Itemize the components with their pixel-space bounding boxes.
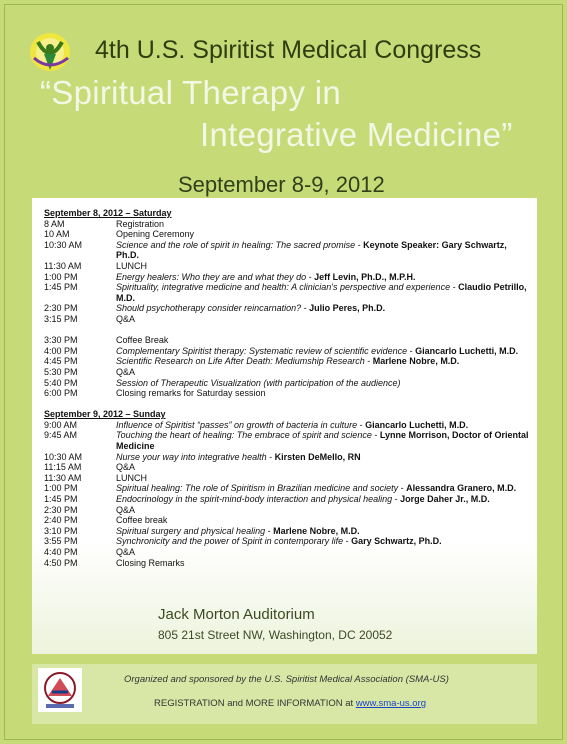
session-detail: Closing remarks for Saturday session bbox=[116, 388, 266, 399]
session-title: Scientific Research on Life After Death: Mediumship Research bbox=[116, 356, 365, 367]
session-title: Spirituality, integrative medicine and health: A clinician's perspective and experience bbox=[116, 282, 451, 293]
theme-title-line2: Integrative Medicine” bbox=[200, 116, 513, 153]
session-time: 11:30 AM bbox=[44, 260, 82, 271]
session-time: 4:40 PM bbox=[44, 547, 78, 557]
schedule-row bbox=[44, 505, 532, 516]
schedule-row bbox=[44, 272, 532, 283]
session-time: 6:00 PM bbox=[44, 388, 78, 399]
schedule-row bbox=[44, 526, 532, 537]
schedule-row bbox=[44, 378, 532, 389]
session-time: 5:40 PM bbox=[44, 377, 78, 388]
session-detail: Coffee break bbox=[116, 515, 168, 526]
session-detail: Energy healers: Who they are and what they do - Jeff Levin, Ph.D., M.P.H. bbox=[116, 271, 416, 282]
day2-list bbox=[44, 420, 532, 568]
session-title: Nurse your way into integrative health bbox=[116, 451, 267, 462]
session-detail: Q&A bbox=[116, 313, 136, 324]
session-title: Spiritual surgery and physical healing bbox=[116, 525, 266, 536]
session-time: 4:00 PM bbox=[44, 345, 78, 356]
session-detail: Scientific Research on Life After Death: Mediumship Research - Marlene Nobre, M.D. bbox=[116, 356, 460, 367]
session-detail: Registration bbox=[116, 218, 165, 229]
session-title: Energy healers: Who they are and what they do bbox=[116, 271, 307, 282]
session-time: 1:00 PM bbox=[44, 483, 78, 494]
session-time: 3:15 PM bbox=[44, 313, 78, 324]
session-title: Spiritual healing: The role of Spiritism in Brazilian medicine and society bbox=[116, 483, 399, 494]
sponsor-text: Organized and sponsored by the U.S. Spiritist Medical Association (SMA-US) bbox=[124, 674, 449, 685]
schedule-panel bbox=[32, 198, 537, 654]
schedule-row bbox=[44, 473, 532, 484]
session-speaker: Alessandra Granero, M.D. bbox=[406, 483, 517, 494]
schedule-row bbox=[44, 558, 532, 569]
session-speaker: Lynne Morrison, Doctor of Oriental Medicine bbox=[116, 430, 529, 452]
session-time: 10 AM bbox=[44, 229, 70, 240]
session-detail: Spiritual healing: The role of Spiritism in Brazilian medicine and society - Alessandra Granero, M.D. bbox=[116, 483, 517, 494]
session-time: 10:30 AM bbox=[44, 239, 83, 250]
session-detail: Should psychotherapy consider reincarnation? - Julio Peres, Ph.D. bbox=[116, 303, 386, 314]
session-time: 3:55 PM bbox=[44, 536, 78, 547]
session-detail: Complementary Spiritist therapy: Systematic review of scientific evidence - Giancarlo Luchetti, M.D. bbox=[116, 345, 519, 356]
session-detail: LUNCH bbox=[116, 472, 148, 483]
session-speaker: Jorge Daher Jr., M.D. bbox=[400, 494, 490, 505]
schedule-row bbox=[44, 388, 532, 399]
schedule-row bbox=[44, 452, 532, 463]
session-detail: Influence of Spiritist “passes” on growth of bacteria in culture - Giancarlo Luchetti, M.D. bbox=[116, 419, 469, 430]
session-detail: Endocrinology in the spirit-mind-body interaction and physical healing - Jorge Daher Jr., M.D. bbox=[116, 494, 490, 505]
day2-heading: September 9, 2012 – Sunday bbox=[44, 409, 166, 420]
schedule-row bbox=[44, 494, 532, 505]
session-time: 9:45 AM bbox=[44, 430, 78, 441]
registration-label: REGISTRATION and MORE INFORMATION at bbox=[154, 698, 356, 709]
session-speaker: Marlene Nobre, M.D. bbox=[273, 525, 360, 536]
session-speaker: Gary Schwartz, Ph.D. bbox=[351, 536, 442, 547]
venue-name: Jack Morton Auditorium bbox=[158, 606, 315, 623]
session-time: 1:45 PM bbox=[44, 494, 78, 505]
session-detail bbox=[116, 378, 532, 389]
session-speaker: Jeff Levin, Ph.D., M.P.H. bbox=[314, 271, 416, 282]
schedule-row bbox=[44, 515, 532, 526]
schedule-row bbox=[44, 314, 532, 325]
session-detail: Q&A bbox=[116, 504, 136, 515]
schedule bbox=[44, 208, 532, 568]
session-title: Touching the heart of healing: The embrace of spirit and science bbox=[116, 430, 372, 441]
session-time: 2:40 PM bbox=[44, 515, 78, 526]
session-speaker: Julio Peres, Ph.D. bbox=[309, 303, 386, 314]
session-speaker: Marlene Nobre, M.D. bbox=[372, 356, 460, 367]
session-detail: Science and the role of spirit in healing: The sacred promise - Keynote Speaker: Gary Schwartz, Ph.D. bbox=[116, 239, 507, 261]
session-time: 8 AM bbox=[44, 218, 65, 229]
schedule-row bbox=[44, 462, 532, 473]
session-time: 3:10 PM bbox=[44, 525, 78, 536]
session-speaker: Kirsten DeMello, RN bbox=[274, 451, 361, 462]
session-time: 2:30 PM bbox=[44, 504, 78, 515]
session-detail: Spiritual surgery and physical healing - Marlene Nobre, M.D. bbox=[116, 525, 360, 536]
schedule-row bbox=[44, 356, 532, 367]
schedule-row bbox=[44, 282, 532, 303]
session-time: 4:45 PM bbox=[44, 356, 78, 367]
schedule-row bbox=[44, 536, 532, 547]
session-time: 2:30 PM bbox=[44, 303, 78, 314]
schedule-row bbox=[44, 229, 532, 240]
session-detail: Q&A bbox=[116, 462, 136, 473]
sponsor-footer bbox=[32, 664, 537, 724]
session-detail: Spirituality, integrative medicine and health: A clinician's perspective and experience - Claudio Petrillo, M.D. bbox=[116, 282, 527, 303]
session-title: Influence of Spiritist “passes” on growth of bacteria in culture bbox=[116, 419, 358, 430]
session-time: 1:00 PM bbox=[44, 271, 78, 282]
session-detail: Closing Remarks bbox=[116, 557, 185, 568]
sma-logo-icon bbox=[28, 28, 82, 74]
session-title: Endocrinology in the spirit-mind-body interaction and physical healing bbox=[116, 494, 393, 505]
congress-title: 4th U.S. Spiritist Medical Congress bbox=[95, 36, 482, 64]
session-time: 10:30 AM bbox=[44, 451, 83, 462]
schedule-row bbox=[44, 303, 532, 314]
session-detail: Opening Ceremony bbox=[116, 229, 195, 240]
session-time: 5:30 PM bbox=[44, 366, 78, 377]
session-detail: Touching the heart of healing: The embrace of spirit and science - Lynne Morrison, Doctor of Oriental Medicine bbox=[116, 430, 529, 452]
theme-title-line1: “Spiritual Therapy in bbox=[40, 74, 341, 111]
schedule-row bbox=[44, 367, 532, 378]
session-detail: Q&A bbox=[116, 366, 136, 377]
schedule-row bbox=[44, 547, 532, 558]
session-title: Should psychotherapy consider reincarnation? bbox=[116, 303, 302, 314]
schedule-row bbox=[44, 240, 532, 261]
session-title: Science and the role of spirit in healing: The sacred promise bbox=[116, 239, 356, 250]
session-speaker: Claudio Petrillo, M.D. bbox=[116, 282, 527, 303]
session-time: 9:00 AM bbox=[44, 419, 78, 430]
schedule-row bbox=[44, 335, 532, 346]
website-link[interactable]: www.sma-us.org bbox=[355, 698, 427, 709]
session-time: 3:30 PM bbox=[44, 335, 78, 346]
schedule-row bbox=[44, 261, 532, 272]
schedule-row bbox=[44, 483, 532, 494]
session-detail: Nurse your way into integrative health - Kirsten DeMello, RN bbox=[116, 451, 361, 462]
session-title: Synchronicity and the power of Spirit in contemporary life bbox=[116, 536, 344, 547]
session-detail: Synchronicity and the power of Spirit in contemporary life - Gary Schwartz, Ph.D. bbox=[116, 536, 442, 547]
registration-line bbox=[154, 698, 426, 709]
session-title: Complementary Spiritist therapy: Systematic review of scientific evidence bbox=[116, 345, 408, 356]
session-speaker: Giancarlo Luchetti, M.D. bbox=[415, 345, 519, 356]
session-time: 4:50 PM bbox=[44, 557, 78, 568]
day1-list bbox=[44, 219, 532, 399]
schedule-row bbox=[44, 420, 532, 431]
session-detail: Coffee Break bbox=[116, 335, 169, 346]
session-time: 1:45 PM bbox=[44, 282, 78, 293]
session-speaker: Giancarlo Luchetti, M.D. bbox=[365, 419, 469, 430]
day1-heading: September 8, 2012 – Saturday bbox=[44, 208, 172, 218]
session-detail: LUNCH bbox=[116, 260, 148, 271]
session-title: Session of Therapeutic Visualization (with participation of the audience) bbox=[116, 377, 401, 388]
congress-dates: September 8-9, 2012 bbox=[178, 172, 385, 197]
schedule-row bbox=[44, 346, 532, 357]
session-time: 11:15 AM bbox=[44, 462, 82, 473]
venue-address: 805 21st Street NW, Washington, DC 20052 bbox=[158, 628, 393, 642]
session-speaker: Keynote Speaker: Gary Schwartz, Ph.D. bbox=[116, 239, 507, 261]
schedule-row bbox=[44, 430, 532, 451]
association-seal-icon bbox=[38, 668, 82, 712]
session-detail: Q&A bbox=[116, 547, 136, 557]
schedule-row bbox=[44, 219, 532, 230]
session-time: 11:30 AM bbox=[44, 472, 82, 483]
